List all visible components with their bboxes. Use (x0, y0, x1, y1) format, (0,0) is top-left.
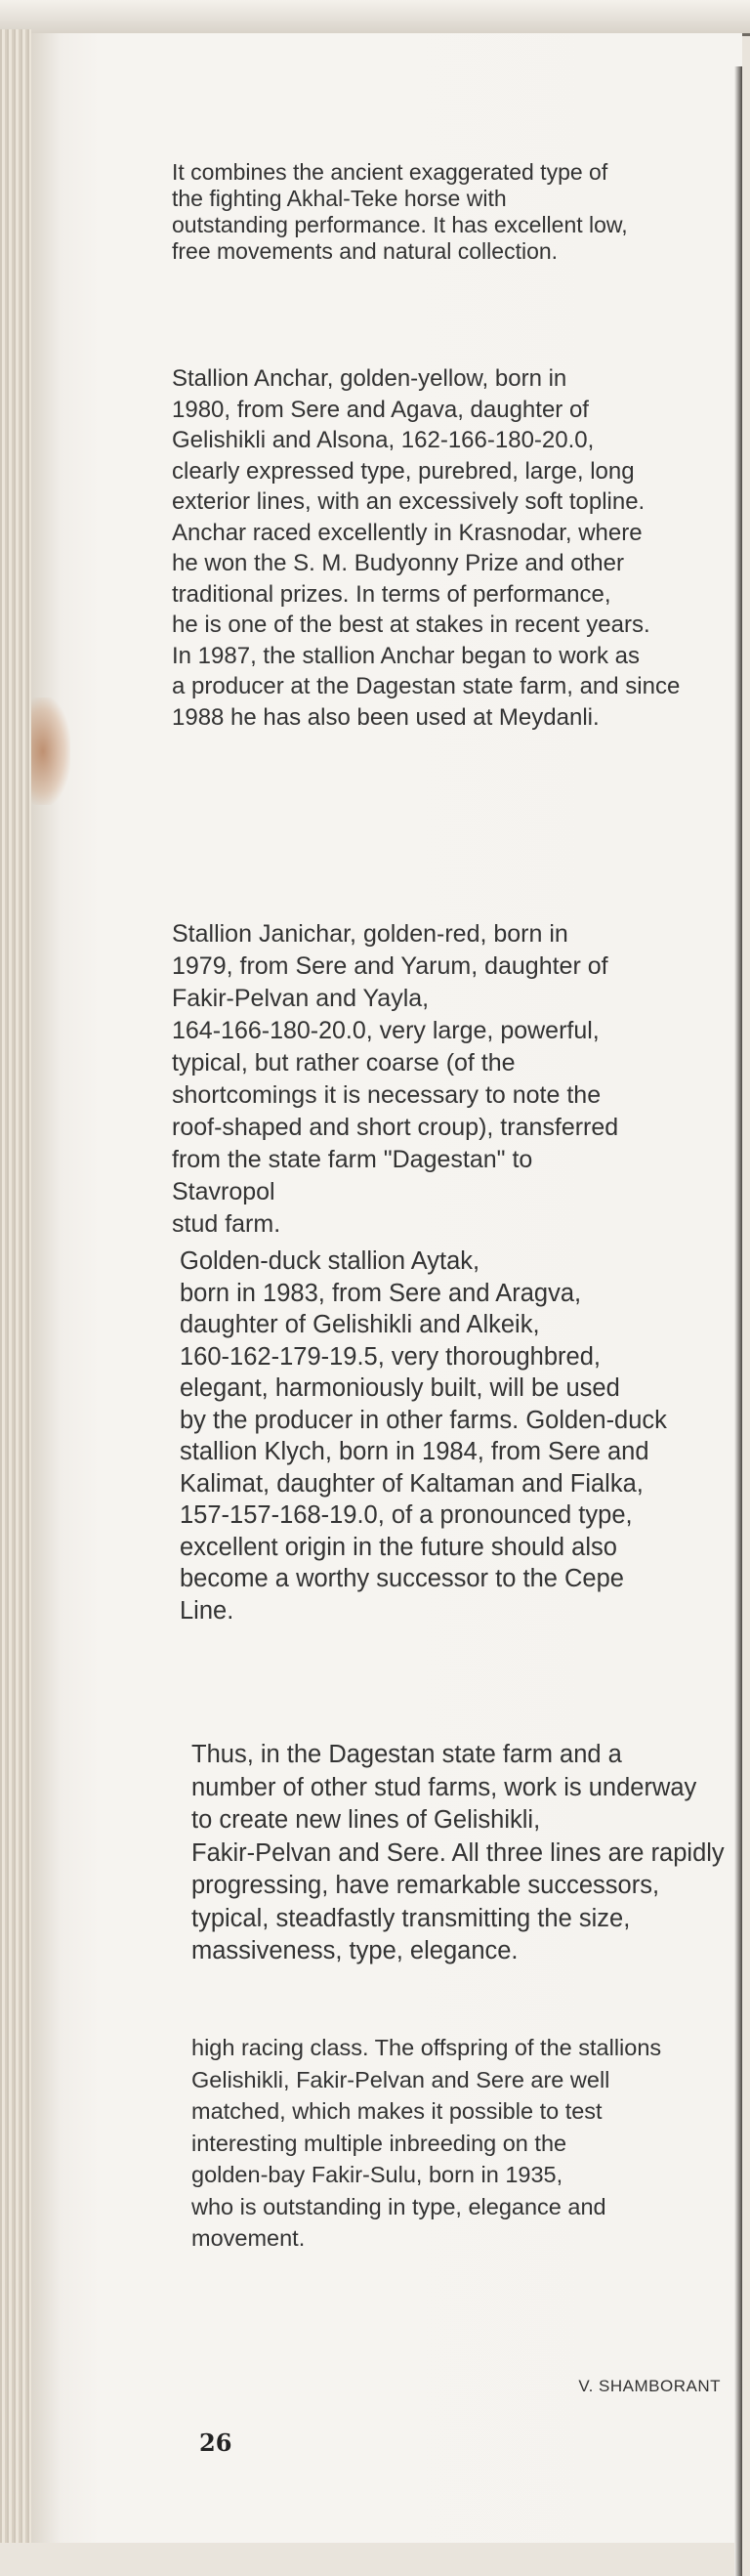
page-gutter-shadow (734, 66, 742, 2576)
binding-strip (0, 0, 750, 36)
paragraph-anchar: Stallion Anchar, golden-yellow, born in 1980, from Sere and Agava, daughter of Gelishikli and Alsona, 162-166-180-20.0, clearly expressed type, purebred, large, long exterior lines, with an excessively soft topline. Anchar raced excellently in Krasnodar, where he won the S. M. Budyonny Prize and other traditional prizes. In terms of performance, he is one of the best at stakes in recent years. In 1987, the stallion Anchar began to work as a producer at the Dagestan state farm, and since 1988 he has also been used at Meydanli. (172, 365, 681, 731)
paragraph-intro: It combines the ancient exaggerated type of the fighting Akhal-Teke horse with outstanding performance. It has excellent low, free movements and natural collection. (172, 159, 628, 264)
rust-stain (31, 697, 70, 805)
page-edge-stack (0, 29, 31, 2543)
paragraph-offspring: high racing class. The offspring of the stallions Gelishikli, Fakir-Pelvan and Sere are well matched, which makes it possible to test interesting multiple inbreeding on the golden-bay Fakir-Sulu, born in 1935, who is outstanding in type, elegance and movement. (191, 2035, 662, 2251)
paragraph-aytak-klych: Golden-duck stallion Aytak, born in 1983, from Sere and Aragva, daughter of Gelishikli and Alkeik, 160-162-179-19.5, very thoroughbred, elegant, harmoniously built, will be used by the producer in other farms. Golden-duck stallion Klych, born in 1984, from Sere and Kalimat, daughter of Kaltaman and Fialka, 157-157-168-19.0, of a pronounced type, excellent origin in the future should also become a worthy successor to the Cepe Line. (180, 1247, 667, 1625)
page-number: 26 (199, 2428, 232, 2457)
paragraph-janichar: Stallion Janichar, golden-red, born in 1979, from Sere and Yarum, daughter of Fakir-Pelvan and Yayla, 164-166-180-20.0, very large, powerful, typical, but rather coarse (of the shortcomings it is necessary to note the roof-shaped and short croup), transferred from the state farm "Dagestan" to Stavropol stud farm. (172, 920, 619, 1238)
author-signature: V. SHAMBORANT (578, 2377, 721, 2395)
paragraph-new-lines: Thus, in the Dagestan state farm and a number of other stud farms, work is underway to create new lines of Gelishikli, Fakir-Pelvan and Sere. All three lines are rapidly progressing, have remarkable successors, typical, steadfastly transmitting the size, massiveness, type, elegance. (191, 1741, 725, 1964)
